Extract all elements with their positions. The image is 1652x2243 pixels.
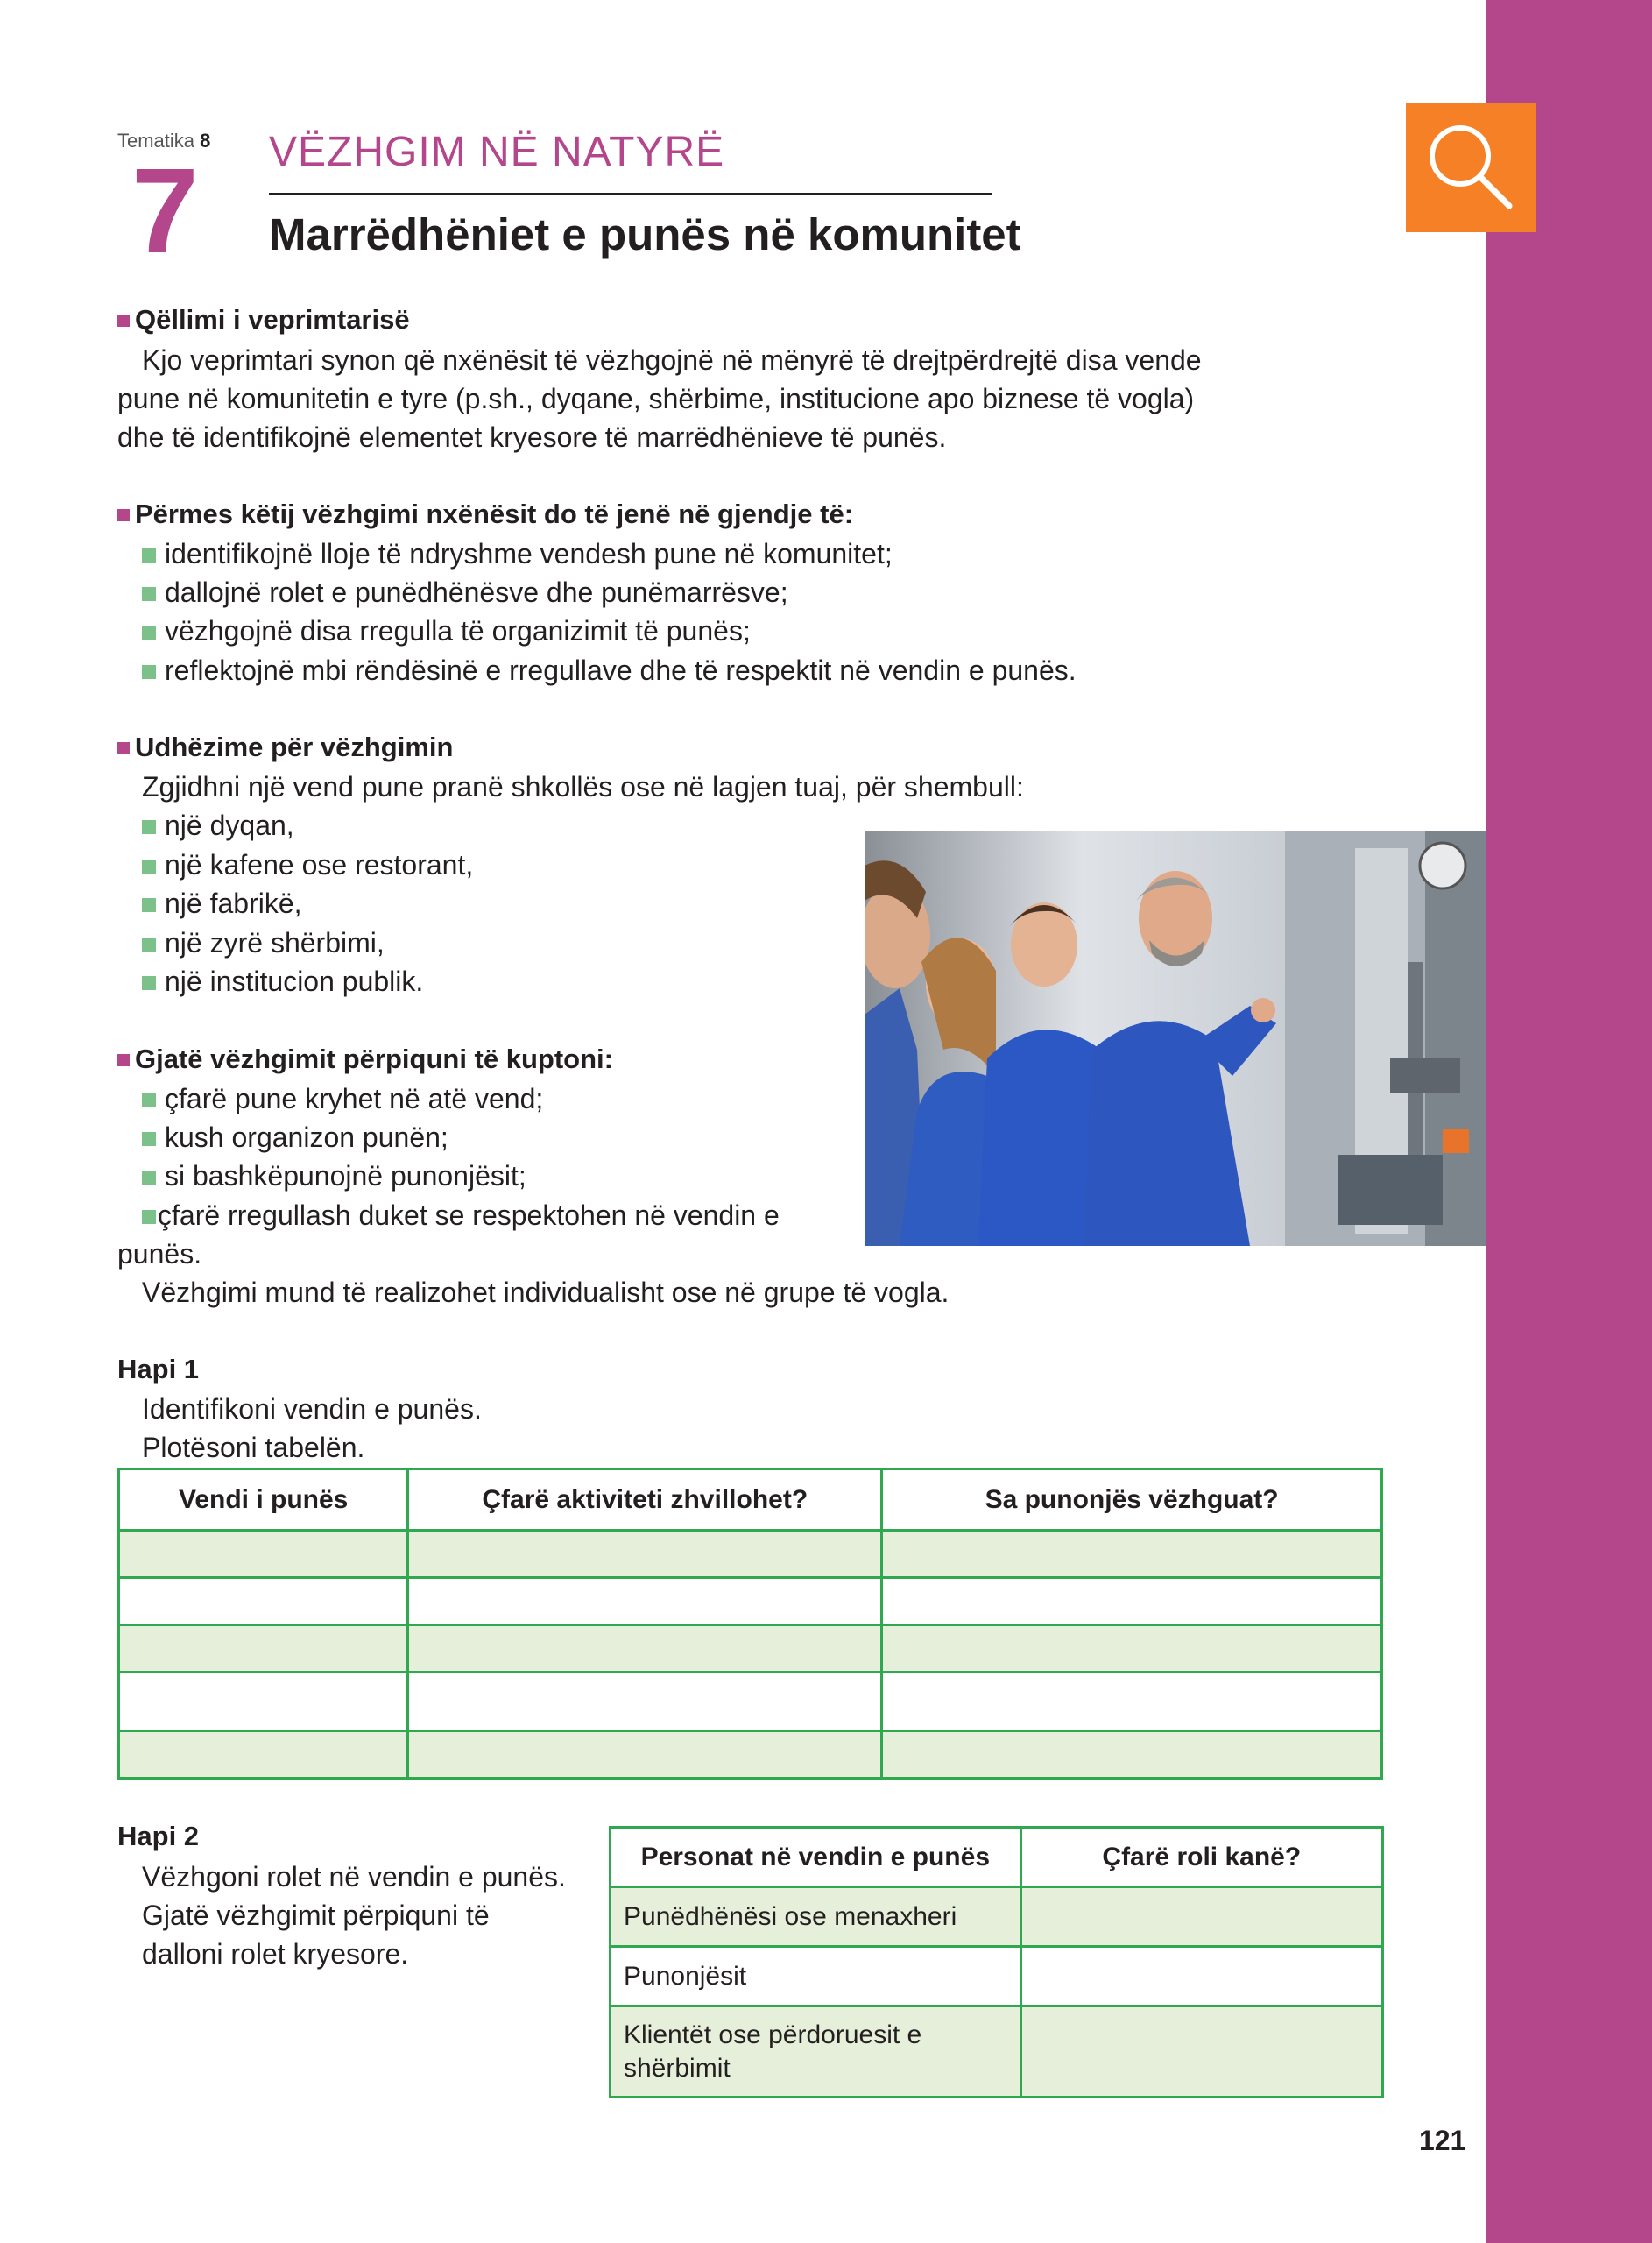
purpose-line: pune në komunitetin e tyre (p.sh., dyqane, shërbime, institucione apo biznese të vogla) [117,383,1195,414]
table-row [119,1531,1382,1578]
table-cell[interactable] [882,1578,1382,1625]
column-header: Çfarë aktiviteti zhvillohet? [408,1469,882,1531]
list-item: një fabrikë, [142,884,302,923]
row-label: Punëdhënësi ose menaxheri [611,1887,1021,1947]
step2-line: dalloni rolet kryesore. [142,1938,409,1970]
step1-line: Plotësoni tabelën. [142,1432,365,1463]
table-row [611,1947,1383,2006]
green-bullet-icon [142,548,156,563]
table-cell[interactable] [882,1731,1382,1779]
table-header-row [119,1469,1382,1531]
understand-heading: Gjatë vëzhgimit përpiquni të kuptoni: [117,1040,613,1079]
observation-note: Vëzhgimi mund të realizohet individualisht ose në grupe të vogla. [142,1277,950,1308]
list-item: çfarë rregullash duket se respektohen në vendin e [142,1196,780,1235]
list-item: një institucion publik. [142,962,423,1001]
step1-heading: Hapi 1 [117,1354,200,1384]
page-title: Marrëdhëniet e punës në komunitet [269,209,1021,259]
list-item: si bashkëpunojnë punonjësit; [142,1157,526,1195]
roles-table [609,1826,1384,2098]
magenta-sidebar [1486,0,1652,2243]
objectives-heading: Përmes këtij vëzhgimi nxënësit do të jenë në gjendje të: [117,495,853,534]
table-cell[interactable] [119,1531,408,1578]
table-row [119,1673,1382,1731]
green-bullet-icon [142,626,156,640]
list-item: një dyqan, [142,806,294,845]
list-item: një kafene ose restorant, [142,846,473,884]
category-title: VËZHGIM NË NATYRË [269,129,725,175]
instructions-heading: Udhëzime për vëzhgimin [117,728,453,767]
table-row [119,1731,1382,1779]
list-item-continuation: punës. [117,1238,202,1270]
list-item: një zyrë shërbimi, [142,923,385,962]
column-header: Personat në vendin e punës [611,1828,1021,1887]
magnifier-icon [1406,103,1536,232]
green-bullet-icon [142,820,156,834]
search-tile [1406,103,1536,232]
table-cell[interactable] [882,1673,1382,1731]
green-bullet-icon [142,860,156,874]
pink-bullet-icon [117,1054,130,1066]
green-bullet-icon [142,1093,156,1107]
green-bullet-icon [142,587,156,601]
table-row [119,1625,1382,1673]
workshop-photo [865,831,1486,1246]
table-cell[interactable] [119,1625,408,1673]
table-row [119,1578,1382,1625]
green-bullet-icon [142,1132,156,1146]
table-cell[interactable] [408,1625,882,1673]
table-cell[interactable] [408,1531,882,1578]
column-header: Sa punonjës vëzhguat? [882,1469,1382,1531]
table-header-row [611,1828,1383,1887]
step1-line: Identifikoni vendin e punës. [142,1393,482,1425]
green-bullet-icon [142,1210,156,1224]
pink-bullet-icon [117,742,130,754]
purpose-heading: Qëllimi i veprimtarisë [117,301,410,339]
list-item: kush organizon punën; [142,1118,448,1157]
table-row [611,1887,1383,1947]
table-cell[interactable] [119,1578,408,1625]
table-cell[interactable] [1020,1947,1382,2006]
green-bullet-icon [142,898,156,912]
green-bullet-icon [142,665,156,679]
table-cell[interactable] [408,1578,882,1625]
column-header: Vendi i punës [119,1469,408,1531]
theme-label: Tematika 8 [117,130,211,152]
table-cell[interactable] [119,1673,408,1731]
table-row [611,2006,1383,2098]
lesson-number: 7 [131,144,199,279]
green-bullet-icon [142,938,156,952]
purpose-line: Kjo veprimtari synon që nxënësit të vëzhgojnë në mënyrë të drejtpërdrejtë disa vende [142,344,1202,376]
workplace-table [117,1468,1383,1780]
list-item: çfarë pune kryhet në atë vend; [142,1079,543,1118]
list-item: dallojnë rolet e punëdhënësve dhe punëmarrësve; [142,573,788,612]
table-cell[interactable] [882,1625,1382,1673]
table-cell[interactable] [408,1731,882,1779]
purpose-line: dhe të identifikojnë elementet kryesore të marrëdhënieve të punës. [117,421,947,453]
row-label: Punonjësit [611,1947,1021,2006]
table-cell[interactable] [119,1731,408,1779]
step2-line: Vëzhgoni rolet në vendin e punës. [142,1861,566,1893]
pink-bullet-icon [117,315,130,327]
step2-line: Gjatë vëzhgimit përpiquni të [142,1900,490,1931]
column-header: Çfarë roli kanë? [1020,1828,1382,1887]
list-item: identifikojnë lloje të ndryshme vendesh pune në komunitet; [142,534,893,573]
page-number: 121 [1419,2125,1466,2156]
pink-bullet-icon [117,509,130,521]
green-bullet-icon [142,1171,156,1185]
table-cell[interactable] [408,1673,882,1731]
list-item: vëzhgojnë disa rregulla të organizimit të punës; [142,612,751,650]
table-cell[interactable] [882,1531,1382,1578]
instructions-intro: Zgjidhni një vend pune pranë shkollës ose në lagjen tuaj, për shembull: [142,771,1024,803]
table-cell[interactable] [1020,1887,1382,1947]
green-bullet-icon [142,976,156,990]
step2-heading: Hapi 2 [117,1821,200,1851]
title-divider [269,193,992,195]
table-cell[interactable] [1020,2006,1382,2098]
row-label: Klientët ose përdoruesit e shërbimit [611,2006,1021,2098]
list-item: reflektojnë mbi rëndësinë e rregullave dhe të respektit në vendin e punës. [142,651,1077,690]
